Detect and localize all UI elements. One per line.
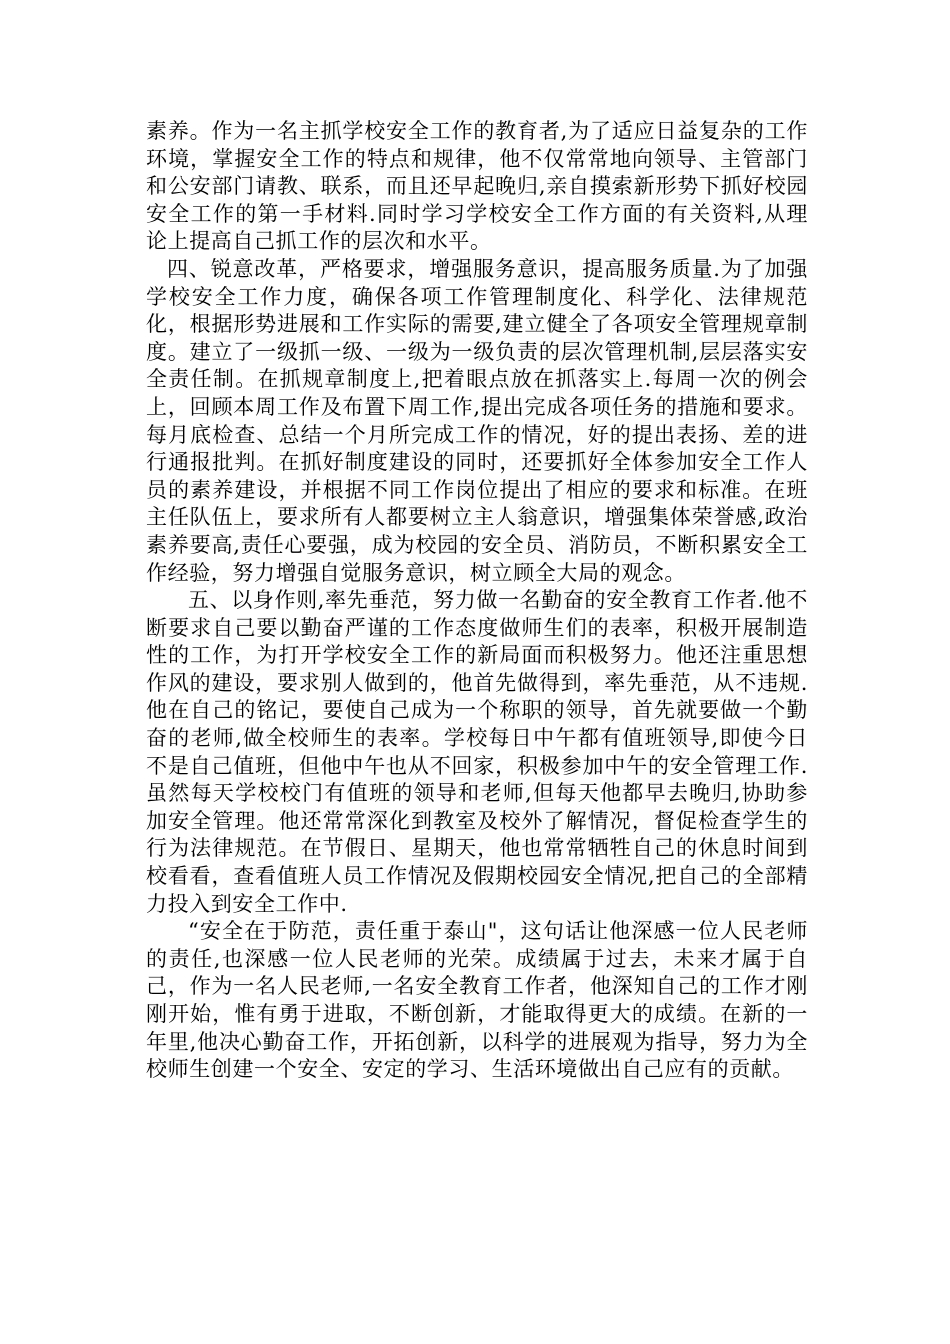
- paragraph-conclusion: “安全在于防范，责任重于泰山"，这句话让他深感一位人民老师的责任,也深感一位人民老师的光荣。成绩属于过去，未来才属于自己，作为一名人民老师,一名安全教育工作者，他深知自己的工作才刚刚开始，惟有勇于进取，不断创新，才能取得更大的成绩。在新的一年里,他决心勤奋工作，开拓创新，以科学的进展观为指导，努力为全校师生创建一个安全、安定的学习、生活环境做出自己应有的贡献。: [146, 919, 808, 1082]
- paragraph-section-five: 五、以身作则,率先垂范，努力做一名勤奋的安全教育工作者.他不断要求自己要以勤奋严谨的工作态度做师生们的表率，积极开展制造性的工作，为打开学校安全工作的新局面而积极努力。他还注重思想作风的建设，要求别人做到的，他首先做得到，率先垂范，从不违规.他在自己的铭记，要使自己成为一个称职的领导，首先就要做一个勤奋的老师,做全校师生的表率。学校每日中午都有值班领导,即使今日不是自己值班，但他中午也从不回家，积极参加中午的安全管理工作.虽然每天学校校门有值班的领导和老师,但每天他都早去晚归,协助参加安全管理。他还常常深化到教室及校外了解情况，督促检查学生的行为法律规范。在节假日、星期天，他也常常牺牲自己的休息时间到校看看，查看值班人员工作情况及假期校园安全情况,把自己的全部精力投入到安全工作中.: [146, 588, 808, 916]
- paragraph-section-four: 四、锐意改革，严格要求，增强服务意识，提高服务质量.为了加强学校安全工作力度，确保各项工作管理制度化、科学化、法律规范化，根据形势进展和工作实际的需要,建立健全了各项安全管理规章制度。建立了一级抓一级、一级为一级负责的层次管理机制,层层落实安全责任制。在抓规章制度上,把着眼点放在抓落实上.每周一次的例会上，回顾本周工作及布置下周工作,提出完成各项任务的措施和要求。每月底检查、总结一个月所完成工作的情况，好的提出表扬、差的进行通报批判。在抓好制度建设的同时，还要抓好全体参加安全工作人员的素养建设，并根据不同工作岗位提出了相应的要求和标准。在班主任队伍上，要求所有人都要树立主人翁意识，增强集体荣誉感,政治素养要高,责任心要强，成为校园的安全员、消防员，不断积累安全工作经验，努力增强自觉服务意识，树立顾全大局的观念。: [146, 256, 808, 585]
- document-body: [146, 118, 808, 1084]
- paragraph-qualities: 素养。作为一名主抓学校安全工作的教育者,为了适应日益复杂的工作环境，掌握安全工作的特点和规律，他不仅常常地向领导、主管部门和公安部门请教、联系，而且还早起晚归,亲自摸索新形势下抓好校园安全工作的第一手材料.同时学习学校安全工作方面的有关资料,从理论上提高自己抓工作的层次和水平。: [146, 119, 808, 254]
